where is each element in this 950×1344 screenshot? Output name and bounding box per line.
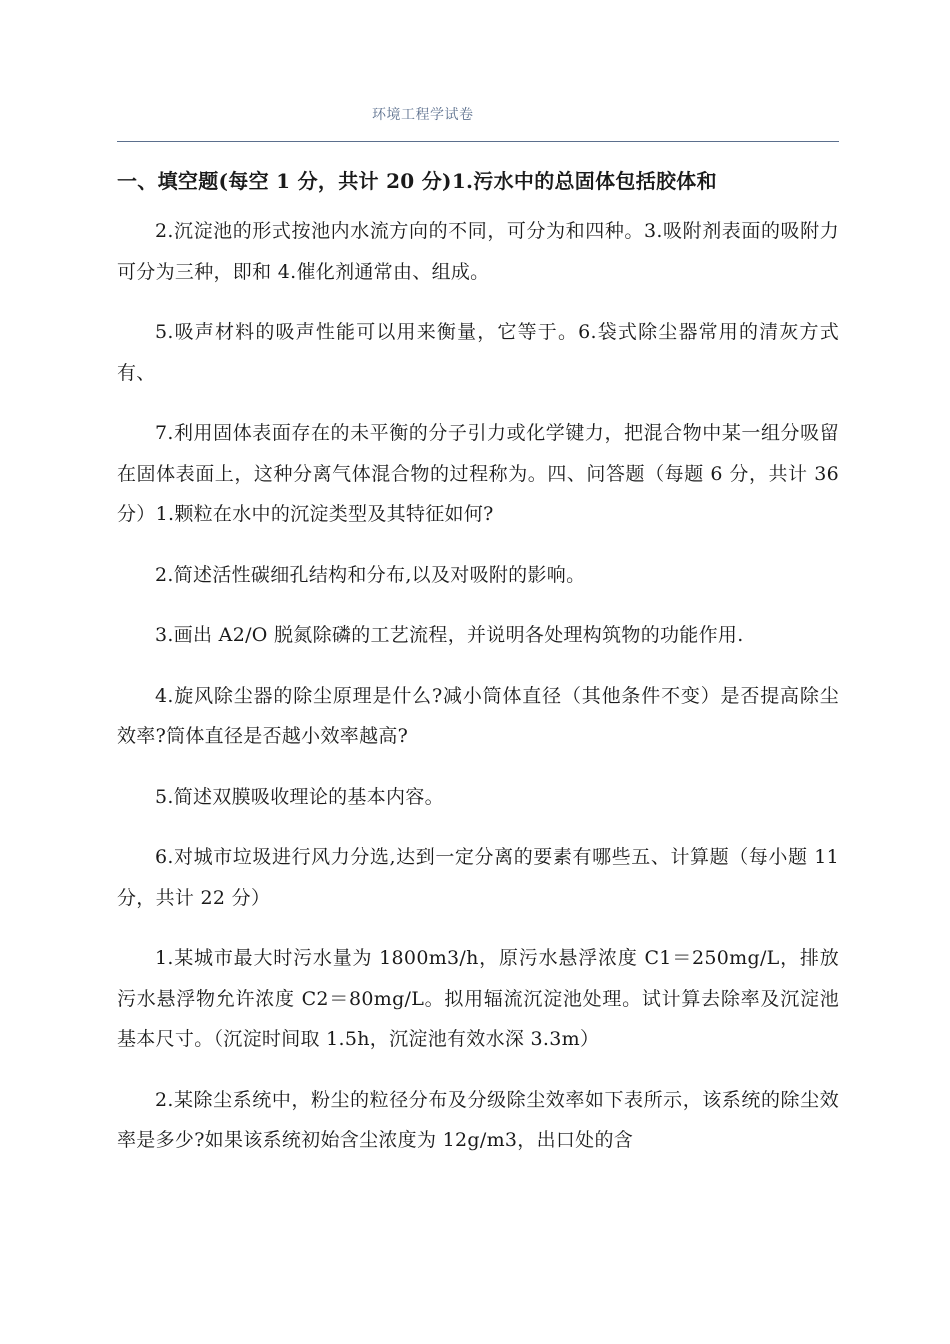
paragraph: 2.沉淀池的形式按池内水流方向的不同，可分为和四种。3.吸附剂表面的吸附力可分为三种，即和 4.催化剂通常由、组成。 [117,220,839,283]
page-header: 环境工程学试卷 [372,107,474,123]
paragraph: 3.画出 A2/O 脱氮除磷的工艺流程，并说明各处理构筑物的功能作用. [155,624,744,646]
paragraph: 4.旋风除尘器的除尘原理是什么?减小筒体直径（其他条件不变）是否提高除尘效率?筒体直径是否越小效率越高? [117,684,839,747]
paragraph: 2.某除尘系统中，粉尘的粒径分布及分级除尘效率如下表所示，该系统的除尘效率是多少?如果该系统初始含尘浓度为 12g/m3，出口处的含 [117,1088,839,1151]
paragraph: 1.某城市最大时污水量为 1800m3/h，原污水悬浮浓度 C1＝250mg/L，排放污水悬浮物允许浓度 C2＝80mg/L。拟用辐流沉淀池处理。试计算去除率及沉淀池基本尺寸。（沉淀时间取 1.5h，沉淀池有效水深 3.3m） [117,947,839,1050]
paragraph: 2.简述活性碳细孔结构和分布,以及对吸附的影响。 [155,563,586,586]
paragraph: 6.对城市垃圾进行风力分选,达到一定分离的要素有哪些五、计算题（每小题 11 分，共计 22 分） [117,846,839,909]
document-body [117,160,839,1161]
paragraph: 5.简述双膜吸收理论的基本内容。 [155,785,444,808]
header-divider [117,141,839,142]
paragraph: 7.利用固体表面存在的未平衡的分子引力或化学键力，把混合物中某一组分吸留在固体表面上，这种分离气体混合物的过程称为。四、问答题（每题 6 分，共计 36 分）1.颗粒在水中的沉淀类型及其特征如何? [117,422,839,525]
paragraph: 5.吸声材料的吸声性能可以用来衡量，它等于。6.袋式除尘器常用的清灰方式有、 [117,321,839,384]
section-heading: 一、填空题(每空 1 分，共计 20 分)1.污水中的总固体包括胶体和 [117,169,717,193]
